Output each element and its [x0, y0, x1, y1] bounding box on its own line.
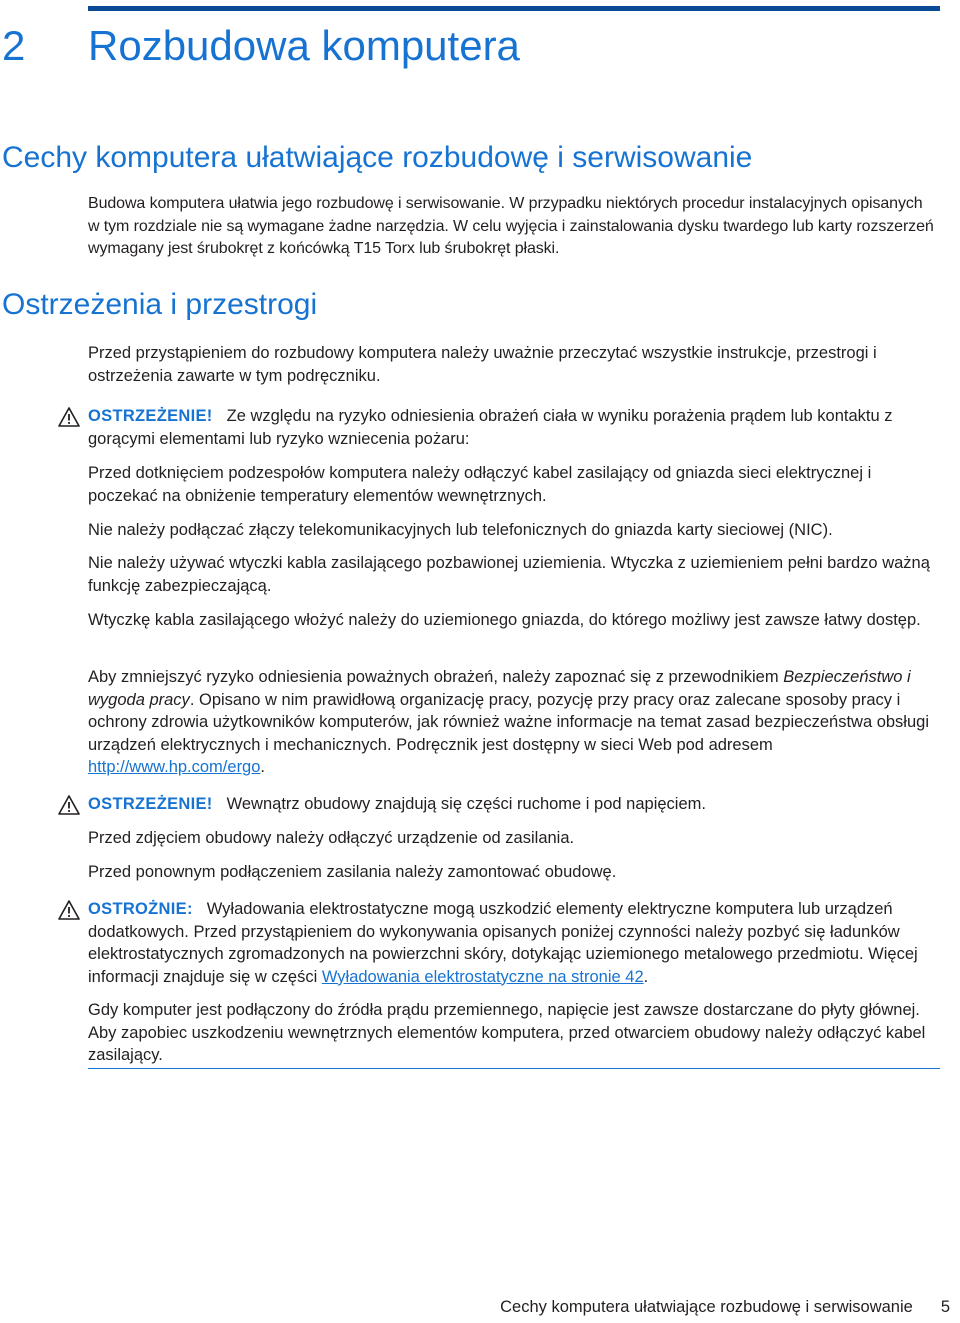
p5-end: . — [260, 758, 266, 776]
caution-end: . — [643, 967, 649, 986]
warning-text: Ze względu na ryzyko odniesienia obrażeń ciała w wyniku porażenia prądem lub kontaktu z gorącymi elementami lub ryzyko wzniecenia pożaru: — [88, 407, 893, 448]
guide-title: Bezpieczeństwo i wygoda pracy — [88, 668, 911, 709]
warning1-paragraph-1: Przed dotknięciem podzespołów komputera należy odłączyć kabel zasilający od gniazda sieci elektrycznej i poczekać na obniżenie temperatury elementów wewnętrznych. — [88, 464, 872, 505]
section-title-warnings: Ostrzeżenia i przestrogi — [2, 288, 318, 321]
caution-text: Wyładowania elektrostatyczne mogą uszkodzić elementy elektryczne komputera lub urządzeń dodatkowych. Przed przystąpieniem do wykonywania opisanych poniżej czynności należy pozbyć się ładunków elektrostatycznych zgromadzonych na powierzchni skóry, dotykając uziemionego metalowego przedmiotu. Więcej informacji znajduje się w części — [88, 900, 918, 986]
chapter-title — [2, 20, 520, 72]
warning2-paragraph-2: Przed ponownym podłączeniem zasilania należy zamontować obudowę. — [88, 863, 617, 881]
warning1-paragraph-5 — [88, 666, 938, 779]
warning-triangle-icon — [58, 900, 80, 920]
footer-text: Cechy komputera ułatwiające rozbudowę i serwisowanie — [500, 1298, 913, 1316]
top-rule — [88, 6, 940, 11]
warning-label: OSTRZEŻENIE! — [88, 795, 213, 813]
page-number: 5 — [940, 1298, 950, 1316]
p5-text-before: Aby zmniejszyć ryzyko odniesienia poważnych obrażeń, należy zapoznać się z przewodnikiem — [88, 668, 779, 686]
warning1-paragraph-4: Wtyczkę kabla zasilającego włożyć należy do uziemionego gniazda, do którego możliwy jest zawsze łatwy dostęp. — [88, 611, 921, 629]
warning1-paragraph-2: Nie należy podłączać złączy telekomunikacyjnych lub telefonicznych do gniazda karty sieciowej (NIC). — [88, 521, 833, 539]
page-footer — [500, 1298, 950, 1317]
section-features-body: Budowa komputera ułatwia jego rozbudowę i serwisowanie. W przypadku niektórych procedur instalacyjnych opisanych w tym rozdziale nie są wymagane żadne narzędzia. W celu wyjęcia i zainstalowania dysku twardego lub karty rozszerzeń wymagany jest śrubokręt z końcówką T15 Torx lub śrubokręt płaski. — [88, 195, 934, 257]
warning-triangle-icon — [58, 795, 80, 815]
p5-text-after: . Opisano w nim prawidłową organizację pracy, pozycję przy pracy oraz zalecane sposoby pracy i ochrony zdrowia użytkowników komputerów, jak również ważne informacje na temat zasad bezpieczeństwa obsługi urządzeń elektrycznych i mechanicznych. Podręcznik jest dostępny w sieci Web pod adresem — [88, 690, 929, 754]
esd-link[interactable]: Wyładowania elektrostatyczne na stronie 42 — [321, 967, 644, 986]
chapter-title-text: Rozbudowa komputera — [88, 22, 520, 69]
bottom-rule — [88, 1068, 940, 1069]
caution-note — [58, 898, 938, 988]
warning1-paragraph-3: Nie należy używać wtyczki kabla zasilającego pozbawionej uziemienia. Wtyczka z uziemieniem pełni bardzo ważną funkcję zabezpieczającą. — [88, 554, 930, 595]
warning-text: Wewnątrz obudowy znajdują się części ruchome i pod napięciem. — [226, 795, 706, 813]
warning-note-2 — [58, 793, 938, 816]
caution-label: OSTROŻNIE: — [88, 900, 193, 918]
chapter-number: 2 — [2, 22, 26, 69]
warning-label: OSTRZEŻENIE! — [88, 407, 213, 425]
warning-note-1 — [58, 405, 938, 450]
warning2-paragraph-1: Przed zdjęciem obudowy należy odłączyć urządzenie od zasilania. — [88, 829, 575, 847]
section-title-features: Cechy komputera ułatwiające rozbudowę i serwisowanie — [2, 141, 753, 174]
caution-paragraph-1: Gdy komputer jest podłączony do źródła prądu przemiennego, napięcie jest zawsze dostarczane do płyty głównej. Aby zapobiec uszkodzeniu wewnętrznych elementów komputera, przed otwarciem obudowy należy odłączyć kabel zasilający. — [88, 1001, 926, 1064]
warning-triangle-icon — [58, 407, 80, 427]
warnings-intro: Przed przystąpieniem do rozbudowy komputera należy uważnie przeczytać wszystkie instrukcje, przestrogi i ostrzeżenia zawarte w tym podręczniku. — [88, 344, 877, 385]
ergo-link[interactable]: http://www.hp.com/ergo — [88, 758, 261, 776]
